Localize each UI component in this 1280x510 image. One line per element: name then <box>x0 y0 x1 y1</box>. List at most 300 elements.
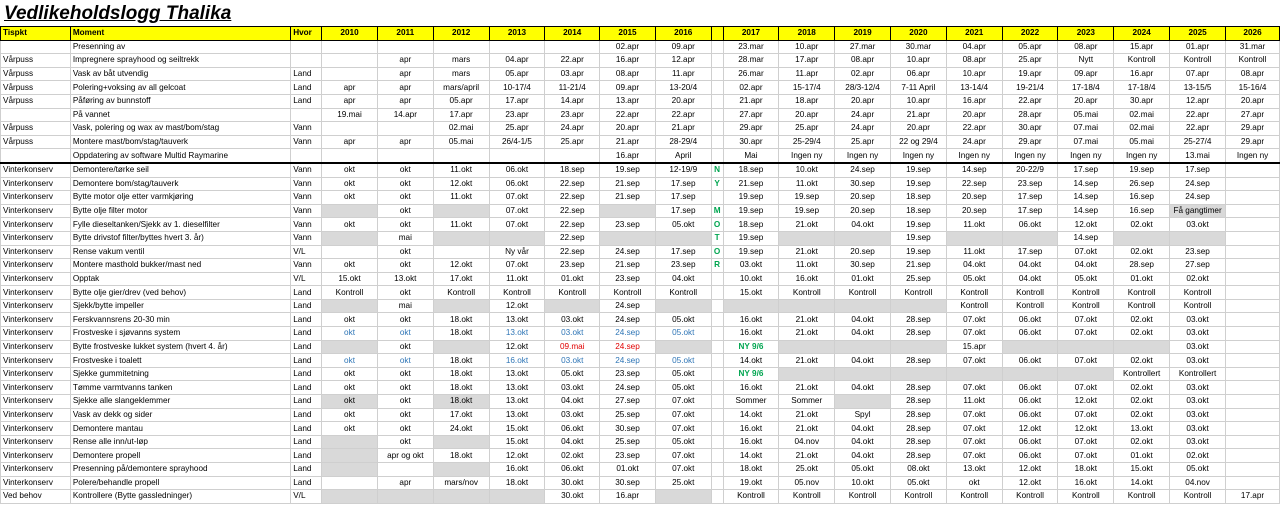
table-cell[interactable]: 25.apr <box>779 122 835 136</box>
category-cell[interactable]: Vinterkonserv <box>1 163 71 177</box>
table-cell[interactable] <box>835 231 891 245</box>
table-cell[interactable]: 30.apr <box>1002 122 1058 136</box>
header-cell[interactable] <box>711 27 723 41</box>
table-cell[interactable]: 16.okt <box>489 354 545 368</box>
table-cell[interactable]: 12.apr <box>655 54 711 68</box>
category-cell[interactable]: Vinterkonserv <box>1 408 71 422</box>
category-cell[interactable]: Vinterkonserv <box>1 259 71 273</box>
category-cell[interactable]: Vårpuss <box>1 122 71 136</box>
task-cell[interactable]: Impregnere sprayhood og seiltrekk <box>70 54 290 68</box>
table-cell[interactable]: 07.okt <box>1058 435 1114 449</box>
task-cell[interactable]: Opptak <box>70 272 290 286</box>
table-cell[interactable]: 23.sep <box>1170 245 1226 259</box>
table-cell[interactable] <box>433 340 489 354</box>
table-cell[interactable] <box>433 149 489 163</box>
table-cell[interactable] <box>322 449 378 463</box>
table-cell[interactable] <box>600 204 656 218</box>
task-cell[interactable]: Demontere/tørke seil <box>70 163 290 177</box>
location-cell[interactable] <box>291 54 322 68</box>
table-cell[interactable]: 06.okt <box>1002 381 1058 395</box>
table-cell[interactable]: 07.okt <box>489 218 545 232</box>
table-cell[interactable]: 19.apr <box>1002 67 1058 81</box>
table-cell[interactable]: 13.mai <box>1170 149 1226 163</box>
table-cell[interactable]: 23.sep <box>1002 177 1058 191</box>
table-cell[interactable]: 26/4-1/5 <box>489 135 545 149</box>
table-cell[interactable]: 02.okt <box>1114 408 1170 422</box>
table-cell[interactable]: 06.okt <box>1002 354 1058 368</box>
task-cell[interactable]: Bytte frostveske lukket system (hvert 4. år) <box>70 340 290 354</box>
table-cell[interactable]: okt <box>377 381 433 395</box>
table-cell[interactable]: 02.okt <box>1170 449 1226 463</box>
task-cell[interactable]: Polere/behandle propell <box>70 476 290 490</box>
table-cell[interactable] <box>1226 422 1280 436</box>
table-cell[interactable]: 01.okt <box>1114 449 1170 463</box>
season-marker-cell[interactable] <box>711 54 723 68</box>
task-cell[interactable]: Frostveske i sjøvanns system <box>70 327 290 341</box>
table-cell[interactable] <box>433 490 489 504</box>
table-cell[interactable] <box>1226 313 1280 327</box>
table-cell[interactable]: NY 9/6 <box>723 340 779 354</box>
table-cell[interactable]: okt <box>322 367 378 381</box>
location-cell[interactable]: Land <box>291 94 322 108</box>
table-cell[interactable]: 20.sep <box>835 204 891 218</box>
table-cell[interactable] <box>723 299 779 313</box>
table-cell[interactable]: 18.sep <box>545 163 600 177</box>
table-cell[interactable]: 04.okt <box>835 422 891 436</box>
table-cell[interactable]: Sommer <box>723 395 779 409</box>
table-cell[interactable]: Ingen ny <box>1226 149 1280 163</box>
table-cell[interactable]: 15.apr <box>1114 40 1170 54</box>
table-cell[interactable]: 10.apr <box>890 94 946 108</box>
season-marker-cell[interactable] <box>711 435 723 449</box>
season-marker-cell[interactable] <box>711 108 723 122</box>
table-cell[interactable]: 30.mar <box>890 40 946 54</box>
table-cell[interactable] <box>1226 177 1280 191</box>
table-cell[interactable]: 02.mai <box>433 122 489 136</box>
table-cell[interactable]: 15-17/4 <box>779 81 835 95</box>
table-cell[interactable]: 06.okt <box>1002 327 1058 341</box>
table-cell[interactable] <box>655 490 711 504</box>
table-cell[interactable]: 26.mar <box>723 67 779 81</box>
table-cell[interactable]: 06.apr <box>890 67 946 81</box>
table-cell[interactable]: apr <box>322 94 378 108</box>
location-cell[interactable]: Land <box>291 422 322 436</box>
season-marker-cell[interactable] <box>711 135 723 149</box>
table-cell[interactable]: 14.okt <box>1114 476 1170 490</box>
table-cell[interactable]: Nytt <box>1058 54 1114 68</box>
table-cell[interactable]: 29.apr <box>1002 135 1058 149</box>
table-cell[interactable]: 25.apr <box>489 122 545 136</box>
table-cell[interactable]: Spyl <box>835 408 891 422</box>
table-cell[interactable]: 21.sep <box>890 259 946 273</box>
table-cell[interactable]: 03.okt <box>1170 340 1226 354</box>
season-marker-cell[interactable] <box>711 340 723 354</box>
category-cell[interactable]: Vinterkonserv <box>1 463 71 477</box>
table-cell[interactable]: 22.apr <box>946 122 1002 136</box>
table-cell[interactable]: 07.okt <box>1058 245 1114 259</box>
table-cell[interactable]: 24.apr <box>545 122 600 136</box>
location-cell[interactable]: Land <box>291 81 322 95</box>
table-cell[interactable]: 14.apr <box>377 108 433 122</box>
table-cell[interactable]: 10-17/4 <box>489 81 545 95</box>
category-cell[interactable]: Vårpuss <box>1 135 71 149</box>
table-cell[interactable]: 13.okt <box>489 381 545 395</box>
category-cell[interactable]: Ved behov <box>1 490 71 504</box>
table-cell[interactable]: 03.okt <box>545 381 600 395</box>
table-cell[interactable]: 22.sep <box>545 218 600 232</box>
location-cell[interactable]: Vann <box>291 122 322 136</box>
table-cell[interactable]: 07.okt <box>946 354 1002 368</box>
table-cell[interactable]: 07.okt <box>489 259 545 273</box>
category-cell[interactable]: Vinterkonserv <box>1 435 71 449</box>
table-cell[interactable]: 12.okt <box>1058 218 1114 232</box>
table-cell[interactable]: 15-16/4 <box>1226 81 1280 95</box>
table-cell[interactable]: 20.sep <box>946 191 1002 205</box>
category-cell[interactable]: Vinterkonserv <box>1 231 71 245</box>
table-cell[interactable]: 19.sep <box>723 245 779 259</box>
table-cell[interactable] <box>377 463 433 477</box>
table-cell[interactable]: 28.sep <box>890 408 946 422</box>
table-cell[interactable]: 09.apr <box>1058 67 1114 81</box>
table-cell[interactable]: 28.sep <box>890 313 946 327</box>
table-cell[interactable] <box>1226 259 1280 273</box>
table-cell[interactable]: 01.apr <box>1170 40 1226 54</box>
task-cell[interactable]: Vask av dekk og sider <box>70 408 290 422</box>
category-cell[interactable]: Vinterkonserv <box>1 299 71 313</box>
table-cell[interactable]: Kontroll <box>655 286 711 300</box>
location-cell[interactable]: Land <box>291 313 322 327</box>
table-cell[interactable]: Kontroll <box>946 299 1002 313</box>
table-cell[interactable]: okt <box>322 395 378 409</box>
table-cell[interactable]: 14.sep <box>1058 191 1114 205</box>
table-cell[interactable]: 22.sep <box>545 204 600 218</box>
table-cell[interactable]: okt <box>322 259 378 273</box>
task-cell[interactable]: Frostveske i toalett <box>70 354 290 368</box>
table-cell[interactable]: 23.mar <box>723 40 779 54</box>
table-cell[interactable]: 23.apr <box>545 108 600 122</box>
table-cell[interactable]: 19.sep <box>779 204 835 218</box>
task-cell[interactable]: Rense vakum ventil <box>70 245 290 259</box>
location-cell[interactable]: V/L <box>291 490 322 504</box>
table-cell[interactable] <box>433 231 489 245</box>
table-cell[interactable]: Kontroll <box>835 286 891 300</box>
table-cell[interactable]: 08.apr <box>835 54 891 68</box>
table-cell[interactable]: Kontroll <box>322 286 378 300</box>
table-cell[interactable] <box>545 299 600 313</box>
table-cell[interactable]: 24.apr <box>835 108 891 122</box>
season-marker-cell[interactable] <box>711 408 723 422</box>
table-cell[interactable]: 13-14/4 <box>946 81 1002 95</box>
table-cell[interactable]: 03.okt <box>1170 422 1226 436</box>
table-cell[interactable]: okt <box>322 381 378 395</box>
table-cell[interactable]: 12.okt <box>489 340 545 354</box>
season-marker-cell[interactable] <box>711 449 723 463</box>
table-cell[interactable]: 19.okt <box>723 476 779 490</box>
category-cell[interactable]: Vinterkonserv <box>1 204 71 218</box>
task-cell[interactable]: Kontrollere (Bytte gassledninger) <box>70 490 290 504</box>
table-cell[interactable]: 02.okt <box>545 449 600 463</box>
table-cell[interactable] <box>322 149 378 163</box>
table-cell[interactable] <box>1226 463 1280 477</box>
table-cell[interactable]: 30.sep <box>835 177 891 191</box>
table-cell[interactable]: 19.sep <box>890 163 946 177</box>
table-cell[interactable]: 22 og 29/4 <box>890 135 946 149</box>
table-cell[interactable]: 07.okt <box>946 381 1002 395</box>
table-cell[interactable]: 27.apr <box>723 108 779 122</box>
table-cell[interactable]: 27.apr <box>1226 108 1280 122</box>
table-cell[interactable]: 05.okt <box>655 327 711 341</box>
location-cell[interactable]: Land <box>291 367 322 381</box>
table-cell[interactable]: 16.sep <box>1114 204 1170 218</box>
table-cell[interactable]: 10.apr <box>890 54 946 68</box>
table-cell[interactable]: okt <box>377 177 433 191</box>
table-cell[interactable]: 03.okt <box>1170 218 1226 232</box>
season-marker-cell[interactable]: N <box>711 163 723 177</box>
table-cell[interactable]: 31.mar <box>1226 40 1280 54</box>
table-cell[interactable]: Kontroll <box>1114 54 1170 68</box>
table-cell[interactable]: Kontroll <box>835 490 891 504</box>
table-cell[interactable]: 14.apr <box>545 94 600 108</box>
table-cell[interactable] <box>1002 231 1058 245</box>
table-cell[interactable]: 15.okt <box>489 435 545 449</box>
table-cell[interactable]: 03.okt <box>723 259 779 273</box>
table-cell[interactable]: 04.okt <box>835 354 891 368</box>
table-cell[interactable]: 05.mai <box>433 135 489 149</box>
table-cell[interactable] <box>835 299 891 313</box>
table-cell[interactable]: 11.okt <box>433 191 489 205</box>
table-cell[interactable]: Mai <box>723 149 779 163</box>
table-cell[interactable]: 21.sep <box>600 177 656 191</box>
location-cell[interactable]: Land <box>291 381 322 395</box>
table-cell[interactable] <box>1226 381 1280 395</box>
table-cell[interactable]: 04.nov <box>779 435 835 449</box>
table-cell[interactable]: 24.sep <box>600 327 656 341</box>
table-cell[interactable]: apr <box>377 476 433 490</box>
table-cell[interactable] <box>322 340 378 354</box>
table-cell[interactable]: okt <box>377 327 433 341</box>
table-cell[interactable]: 05.okt <box>655 381 711 395</box>
table-cell[interactable]: 19.sep <box>723 191 779 205</box>
table-cell[interactable]: okt <box>322 422 378 436</box>
table-cell[interactable]: 07.mai <box>1058 122 1114 136</box>
table-cell[interactable]: 21.okt <box>779 354 835 368</box>
table-cell[interactable]: 11.okt <box>433 218 489 232</box>
table-cell[interactable]: 02.mai <box>1114 108 1170 122</box>
table-cell[interactable]: 06.okt <box>1002 449 1058 463</box>
table-cell[interactable]: 18.sep <box>890 204 946 218</box>
table-cell[interactable] <box>1226 340 1280 354</box>
table-cell[interactable]: mars <box>433 54 489 68</box>
table-cell[interactable]: 23.sep <box>600 218 656 232</box>
table-cell[interactable]: 04.okt <box>835 313 891 327</box>
season-marker-cell[interactable] <box>711 327 723 341</box>
table-cell[interactable]: 28.sep <box>890 422 946 436</box>
table-cell[interactable]: 16.okt <box>723 422 779 436</box>
table-cell[interactable]: 03.okt <box>1170 354 1226 368</box>
table-cell[interactable]: 05.apr <box>1002 40 1058 54</box>
table-cell[interactable]: 13.apr <box>600 94 656 108</box>
table-cell[interactable]: 05.apr <box>433 94 489 108</box>
table-cell[interactable]: Kontroll <box>723 490 779 504</box>
table-cell[interactable]: 07.okt <box>1058 327 1114 341</box>
category-cell[interactable]: Vinterkonserv <box>1 327 71 341</box>
location-cell[interactable]: Land <box>291 435 322 449</box>
table-cell[interactable]: 17.sep <box>655 191 711 205</box>
table-cell[interactable]: okt <box>377 395 433 409</box>
table-cell[interactable]: Kontroll <box>489 286 545 300</box>
table-cell[interactable]: 19.sep <box>723 204 779 218</box>
category-cell[interactable]: Vinterkonserv <box>1 422 71 436</box>
location-cell[interactable]: Vann <box>291 231 322 245</box>
table-cell[interactable] <box>1226 299 1280 313</box>
location-cell[interactable]: Vann <box>291 163 322 177</box>
task-cell[interactable]: Demontere bom/stag/tauverk <box>70 177 290 191</box>
table-cell[interactable]: 23.sep <box>600 449 656 463</box>
table-cell[interactable]: 30.sep <box>600 476 656 490</box>
table-cell[interactable]: 19.sep <box>600 163 656 177</box>
table-cell[interactable]: 17.apr <box>779 54 835 68</box>
header-cell[interactable]: 2017 <box>723 27 779 41</box>
category-cell[interactable]: Vinterkonserv <box>1 340 71 354</box>
table-cell[interactable]: 07.okt <box>655 449 711 463</box>
category-cell[interactable]: Vinterkonserv <box>1 313 71 327</box>
table-cell[interactable]: Ingen ny <box>1114 149 1170 163</box>
table-cell[interactable]: 18.sep <box>890 191 946 205</box>
table-cell[interactable] <box>655 340 711 354</box>
table-cell[interactable]: 05.okt <box>1170 463 1226 477</box>
table-cell[interactable]: Ingen ny <box>1058 149 1114 163</box>
table-cell[interactable] <box>489 231 545 245</box>
season-marker-cell[interactable] <box>711 476 723 490</box>
table-cell[interactable]: 10.okt <box>723 272 779 286</box>
table-cell[interactable]: Kontroll <box>1114 286 1170 300</box>
table-cell[interactable]: 22.sep <box>545 245 600 259</box>
table-cell[interactable] <box>322 476 378 490</box>
header-cell[interactable]: Moment <box>70 27 290 41</box>
table-cell[interactable]: Ny vår <box>489 245 545 259</box>
table-cell[interactable]: 03.okt <box>1170 435 1226 449</box>
table-cell[interactable]: mai <box>377 299 433 313</box>
table-cell[interactable]: 30.sep <box>835 259 891 273</box>
table-cell[interactable]: 12.okt <box>1002 463 1058 477</box>
table-cell[interactable]: 11.okt <box>946 245 1002 259</box>
table-cell[interactable] <box>377 40 433 54</box>
table-cell[interactable]: 26.sep <box>1114 177 1170 191</box>
table-cell[interactable]: 14.sep <box>946 163 1002 177</box>
table-cell[interactable]: 15.apr <box>946 340 1002 354</box>
table-cell[interactable]: Kontroll <box>1058 490 1114 504</box>
table-cell[interactable] <box>322 245 378 259</box>
location-cell[interactable]: Land <box>291 395 322 409</box>
table-cell[interactable]: 03.okt <box>1170 408 1226 422</box>
task-cell[interactable]: Tømme varmtvanns tanken <box>70 381 290 395</box>
table-cell[interactable]: 19.sep <box>890 231 946 245</box>
location-cell[interactable]: Land <box>291 476 322 490</box>
location-cell[interactable]: Land <box>291 354 322 368</box>
table-cell[interactable]: 07.okt <box>655 395 711 409</box>
header-cell[interactable]: 2011 <box>377 27 433 41</box>
table-cell[interactable]: okt <box>322 163 378 177</box>
table-cell[interactable]: okt <box>322 218 378 232</box>
table-cell[interactable] <box>433 435 489 449</box>
table-cell[interactable] <box>1002 367 1058 381</box>
table-cell[interactable] <box>322 463 378 477</box>
season-marker-cell[interactable]: O <box>711 245 723 259</box>
table-cell[interactable] <box>1226 449 1280 463</box>
table-cell[interactable]: 07.okt <box>655 463 711 477</box>
table-cell[interactable]: 02.okt <box>1114 327 1170 341</box>
table-cell[interactable]: apr og okt <box>377 449 433 463</box>
table-cell[interactable]: 18.okt <box>433 313 489 327</box>
header-cell[interactable]: 2026 <box>1226 27 1280 41</box>
table-cell[interactable]: Kontroll <box>779 490 835 504</box>
table-cell[interactable]: 24.apr <box>835 122 891 136</box>
table-cell[interactable] <box>322 204 378 218</box>
table-cell[interactable]: 14.sep <box>1058 231 1114 245</box>
table-cell[interactable]: okt <box>377 354 433 368</box>
table-cell[interactable]: 21.okt <box>779 422 835 436</box>
table-cell[interactable]: okt <box>377 367 433 381</box>
table-cell[interactable]: 22.sep <box>545 191 600 205</box>
table-cell[interactable]: 28.sep <box>1114 259 1170 273</box>
table-cell[interactable]: 22.sep <box>545 177 600 191</box>
header-cell[interactable]: 2010 <box>322 27 378 41</box>
task-cell[interactable]: Sjekke gummitetning <box>70 367 290 381</box>
category-cell[interactable]: Vinterkonserv <box>1 395 71 409</box>
task-cell[interactable]: Bytte drivstof filter/byttes hvert 3. år) <box>70 231 290 245</box>
table-cell[interactable]: 07.okt <box>489 204 545 218</box>
table-cell[interactable]: 25.sep <box>600 408 656 422</box>
task-cell[interactable]: Oppdatering av software Multid Raymarine <box>70 149 290 163</box>
table-cell[interactable]: 02.apr <box>723 81 779 95</box>
table-cell[interactable]: 19.sep <box>890 245 946 259</box>
table-cell[interactable]: 01.okt <box>600 463 656 477</box>
table-cell[interactable] <box>835 340 891 354</box>
table-cell[interactable]: 20.apr <box>779 108 835 122</box>
table-cell[interactable]: 15.okt <box>1114 463 1170 477</box>
table-cell[interactable]: 02.okt <box>1114 218 1170 232</box>
task-cell[interactable]: Påføring av bunnstoff <box>70 94 290 108</box>
table-cell[interactable] <box>890 340 946 354</box>
table-cell[interactable]: 21.sep <box>723 177 779 191</box>
table-cell[interactable]: 23.sep <box>655 259 711 273</box>
table-cell[interactable]: 23.apr <box>489 108 545 122</box>
task-cell[interactable]: Bytte olje filter motor <box>70 204 290 218</box>
table-cell[interactable]: 27.mar <box>835 40 891 54</box>
table-cell[interactable]: 11-21/4 <box>545 81 600 95</box>
table-cell[interactable]: 07.okt <box>1058 449 1114 463</box>
table-cell[interactable] <box>433 299 489 313</box>
table-cell[interactable]: 16.okt <box>1058 476 1114 490</box>
table-cell[interactable]: 04.apr <box>946 40 1002 54</box>
table-cell[interactable]: 19.sep <box>890 177 946 191</box>
table-cell[interactable] <box>946 231 1002 245</box>
location-cell[interactable]: Land <box>291 340 322 354</box>
table-cell[interactable]: 11.apr <box>655 67 711 81</box>
table-cell[interactable]: mars <box>433 67 489 81</box>
table-cell[interactable] <box>322 67 378 81</box>
table-cell[interactable]: apr <box>377 54 433 68</box>
table-cell[interactable]: 07.okt <box>655 422 711 436</box>
category-cell[interactable]: Vårpuss <box>1 67 71 81</box>
table-cell[interactable]: 23.sep <box>600 367 656 381</box>
table-cell[interactable]: 04.okt <box>545 395 600 409</box>
task-cell[interactable]: Bytte olje gier/drev (ved behov) <box>70 286 290 300</box>
table-cell[interactable]: 16.okt <box>723 327 779 341</box>
table-cell[interactable]: 21.okt <box>779 449 835 463</box>
table-cell[interactable]: okt <box>322 177 378 191</box>
table-cell[interactable]: 02.apr <box>600 40 656 54</box>
